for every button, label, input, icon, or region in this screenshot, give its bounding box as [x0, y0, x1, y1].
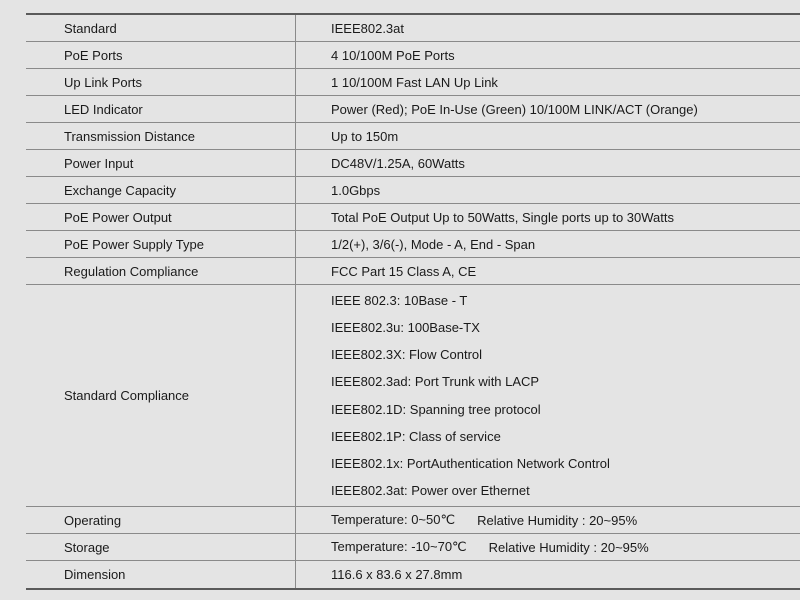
spec-value: 1.0Gbps [331, 182, 381, 198]
compliance-item: IEEE802.3at: Power over Ethernet [331, 482, 530, 498]
spec-row-storage [26, 534, 800, 561]
spec-value: 116.6 x 83.6 x 27.8mm [331, 567, 463, 582]
spec-value: FCC Part 15 Class A, CE [331, 263, 477, 279]
spec-label: Power Input [26, 150, 296, 176]
operating-humidity: Relative Humidity : 20~95% [477, 512, 638, 528]
spec-row-operating [26, 507, 800, 534]
spec-row-led-indicator [26, 96, 800, 123]
spec-label: PoE Ports [26, 42, 296, 68]
spec-label: Operating [26, 507, 296, 533]
operating-temperature: Temperature: 0~50℃ [331, 512, 456, 527]
spec-value [296, 507, 800, 533]
spec-row-poe-supply-type [26, 231, 800, 258]
spec-table [26, 13, 800, 590]
compliance-item: IEEE802.1D: Spanning tree protocol [331, 401, 541, 417]
spec-value: IEEE802.3at [331, 20, 404, 36]
spec-label: PoE Power Output [26, 204, 296, 230]
spec-row-standard [26, 15, 800, 42]
spec-label: Exchange Capacity [26, 177, 296, 203]
storage-humidity: Relative Humidity : 20~95% [488, 539, 649, 555]
spec-label: Standard [26, 15, 296, 41]
spec-row-transmission-distance [26, 123, 800, 150]
spec-row-exchange-capacity [26, 177, 800, 204]
compliance-item: IEEE802.1x: PortAuthentication Network Control [331, 455, 610, 471]
spec-row-dimension [26, 561, 800, 588]
spec-label: Standard Compliance [26, 285, 296, 506]
compliance-item: IEEE802.1P: Class of service [331, 428, 501, 444]
spec-value: 1/2(+), 3/6(-), Mode - A, End - Span [331, 236, 536, 252]
spec-row-poe-ports [26, 42, 800, 69]
storage-temperature: Temperature: -10~70℃ [331, 539, 467, 554]
compliance-item: IEEE802.3ad: Port Trunk with LACP [331, 374, 540, 390]
spec-label: Regulation Compliance [26, 258, 296, 284]
spec-value: Up to 150m [331, 128, 399, 144]
spec-value [296, 534, 800, 560]
spec-label: Dimension [26, 561, 296, 588]
spec-label: Transmission Distance [26, 123, 296, 149]
compliance-list [296, 285, 800, 506]
spec-row-uplink-ports [26, 69, 800, 96]
spec-row-regulation-compliance [26, 258, 800, 285]
compliance-item: IEEE802.3u: 100Base-TX [331, 320, 480, 336]
spec-label: Up Link Ports [26, 69, 296, 95]
compliance-item: IEEE802.3X: Flow Control [331, 347, 483, 363]
compliance-item: IEEE 802.3: 10Base - T [331, 293, 468, 309]
spec-label: Storage [26, 534, 296, 560]
spec-value: 1 10/100M Fast LAN Up Link [331, 74, 498, 90]
spec-row-standard-compliance [26, 285, 800, 507]
spec-value: Power (Red); PoE In-Use (Green) 10/100M LINK/ACT (Orange) [331, 101, 698, 117]
spec-value: DC48V/1.25A, 60Watts [331, 155, 465, 171]
spec-row-poe-power-output [26, 204, 800, 231]
spec-row-power-input [26, 150, 800, 177]
spec-label: PoE Power Supply Type [26, 231, 296, 257]
spec-value: Total PoE Output Up to 50Watts, Single ports up to 30Watts [331, 209, 674, 225]
spec-value: 4 10/100M PoE Ports [331, 47, 455, 63]
spec-label: LED Indicator [26, 96, 296, 122]
